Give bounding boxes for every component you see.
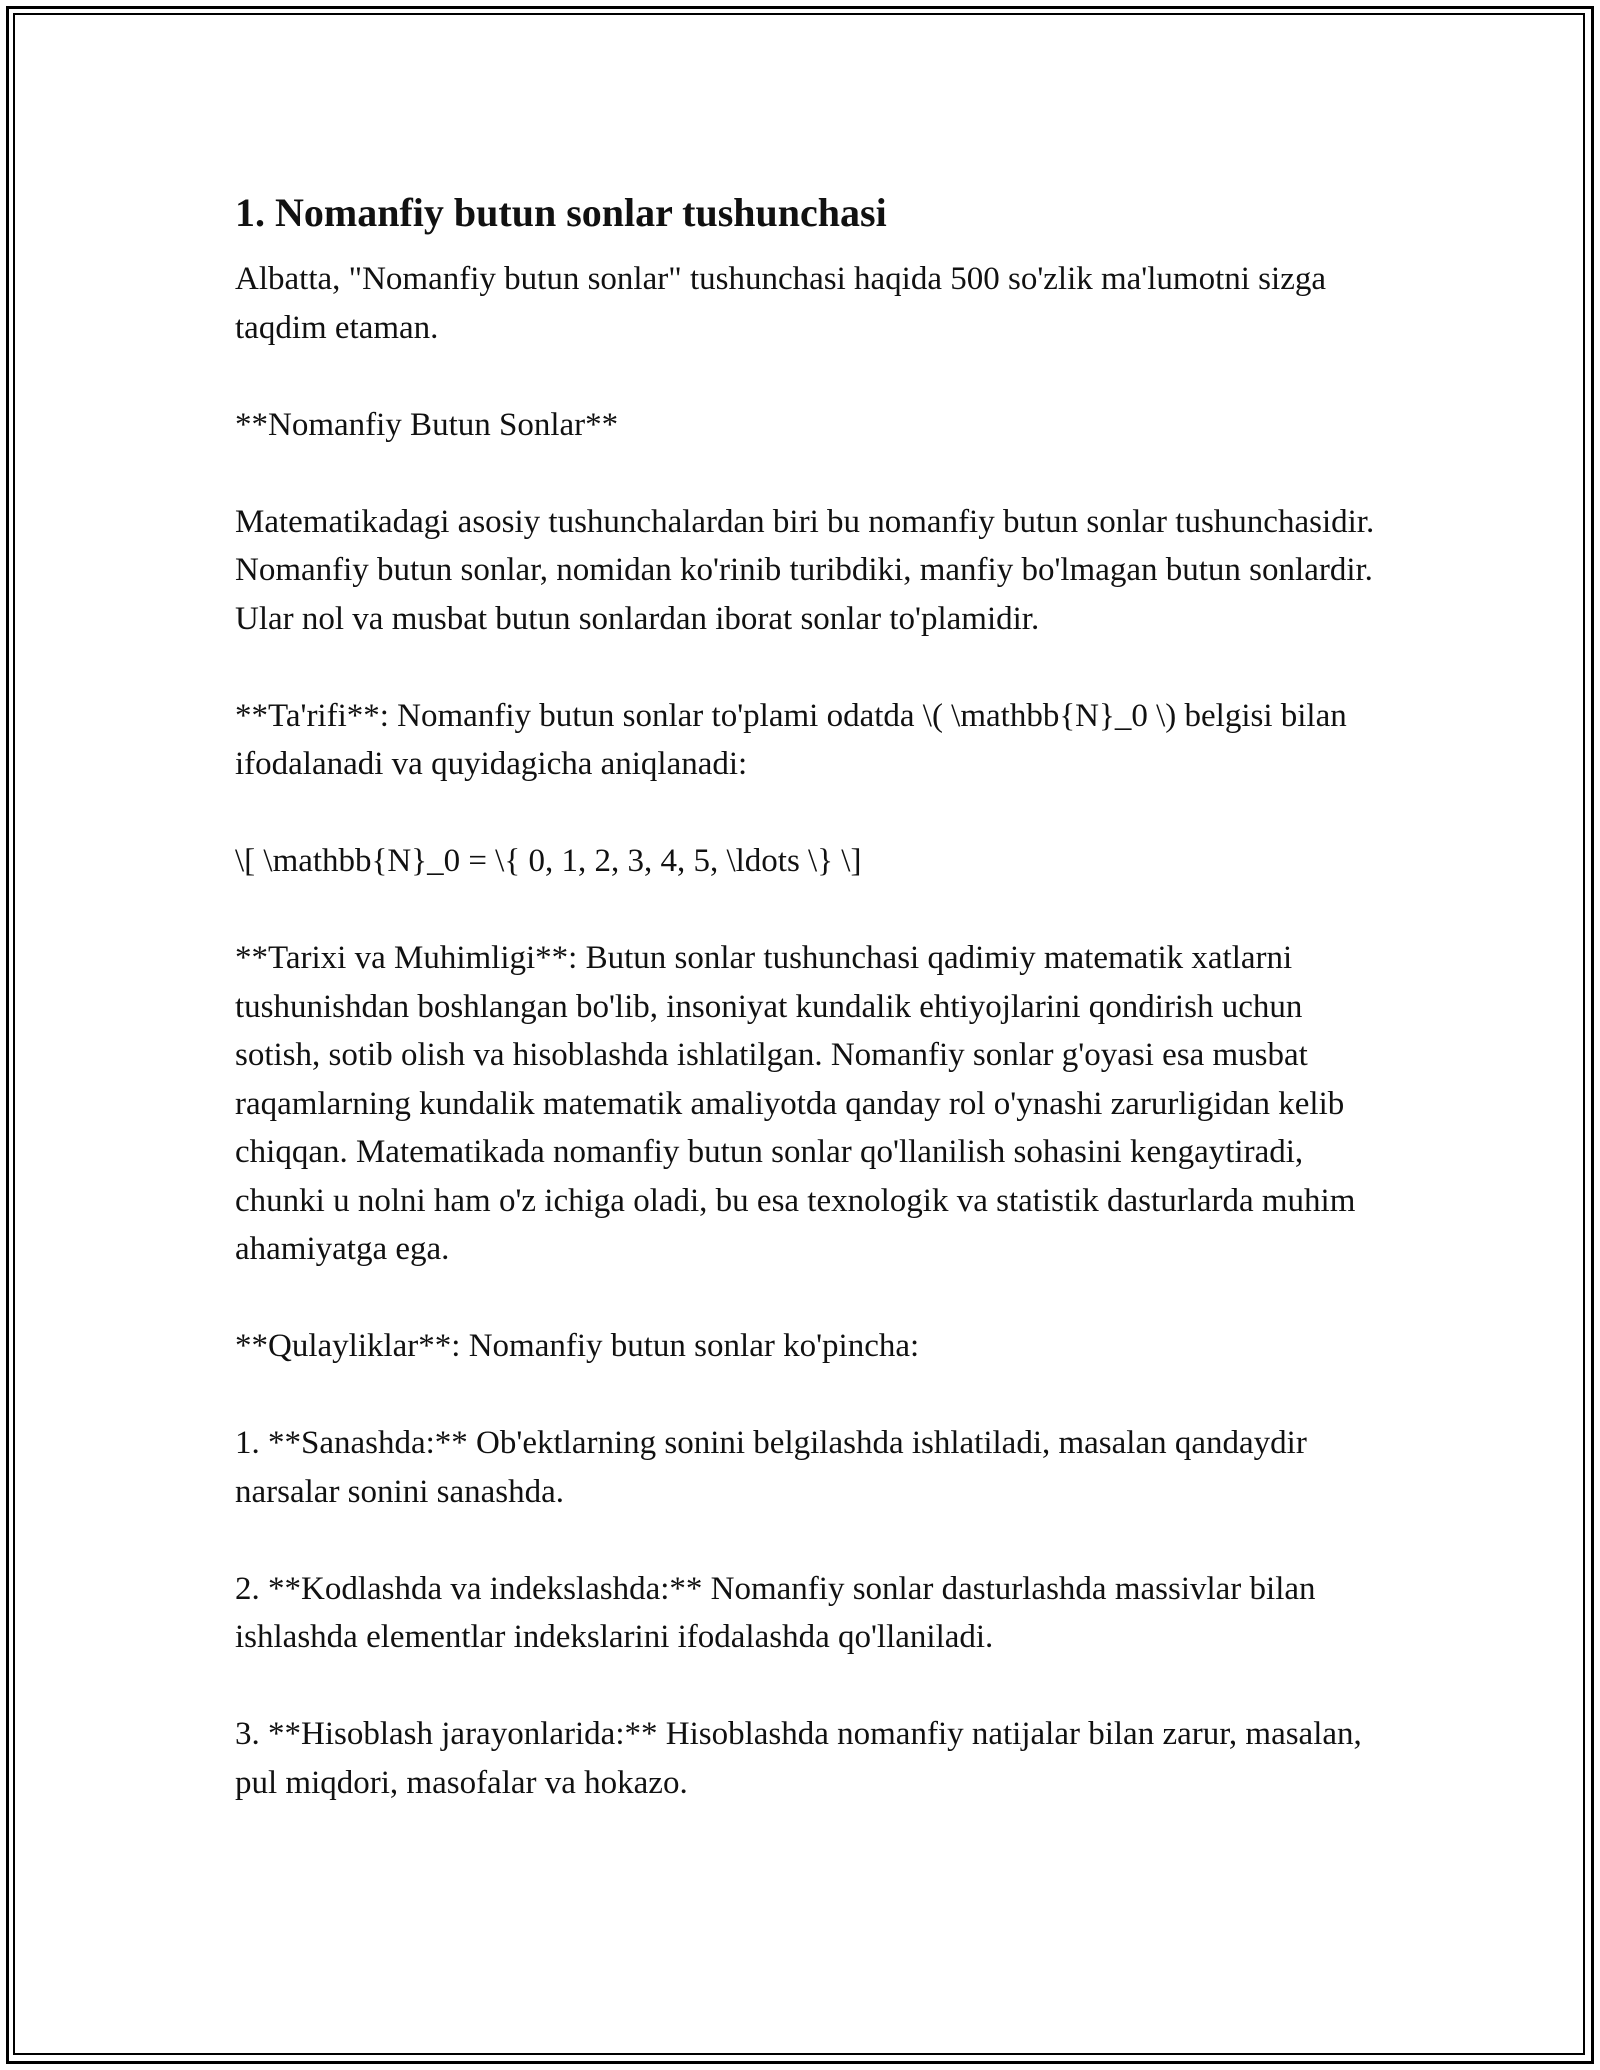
paragraph-history: **Tarixi va Muhimligi**: Butun sonlar tushunchasi qadimiy matematik xatlarni tushunishdan boshlangan bo'lib, insoniyat kundalik ehtiyojlarini qondirish uchun sotish, sotib olish va hisoblashda ishlatilgan. Nomanfiy sonlar g'oyasi esa musbat raqamlarning kundalik matematik amaliyotda qanday rol o'ynashi zarurligidan kelib chiqqan. Matematikada nomanfiy butun sonlar qo'llanilish sohasini kengaytiradi, chunki u nolni ham o'z ichiga oladi, bu esa texnologik va statistik dasturlarda muhim ahamiyatga ega. xyxy=(235,940,1356,1267)
paragraph-advantages: **Qulayliklar**: Nomanfiy butun sonlar ko'pincha: xyxy=(235,1328,920,1364)
list-item-calculation: 3. **Hisoblash jarayonlarida:** Hisoblashda nomanfiy natijalar bilan zarur, masalan, pul miqdori, masofalar va hokazo. xyxy=(235,1716,1362,1801)
paragraph-formula: \[ \mathbb{N}_0 = \{ 0, 1, 2, 3, 4, 5, \ldots \} \] xyxy=(235,843,862,879)
document-body xyxy=(235,185,1375,1856)
list-item-counting: 1. **Sanashda:** Ob'ektlarning sonini belgilashda ishlatiladi, masalan qandaydir narsalar sonini sanashda. xyxy=(235,1425,1307,1510)
paragraph-definition: **Ta'rifi**: Nomanfiy butun sonlar to'plami odatda \( \mathbb{N}_0 \) belgisi bilan ifodalanadi va quyidagicha aniqlanadi: xyxy=(235,697,1347,782)
list-item-indexing: 2. **Kodlashda va indekslashda:** Nomanfiy sonlar dasturlashda massivlar bilan ishlashda elementlar indekslarini ifodalashda qo'llaniladi. xyxy=(235,1570,1316,1655)
paragraph-overview: Matematikadagi asosiy tushunchalardan biri bu nomanfiy butun sonlar tushunchasidir. Nomanfiy butun sonlar, nomidan ko'rinib turibdiki, manfiy bo'lmagan butun sonlardir. Ular nol va musbat butun sonlardan iborat sonlar to'plamidir. xyxy=(235,503,1375,637)
paragraph-intro: Albatta, "Nomanfiy butun sonlar" tushunchasi haqida 500 so'zlik ma'lumotni sizga taqdim etaman. xyxy=(235,261,1326,346)
document-heading: 1. Nomanfiy butun sonlar tushunchasi xyxy=(235,190,887,235)
paragraph-subtitle: **Nomanfiy Butun Sonlar** xyxy=(235,406,619,443)
